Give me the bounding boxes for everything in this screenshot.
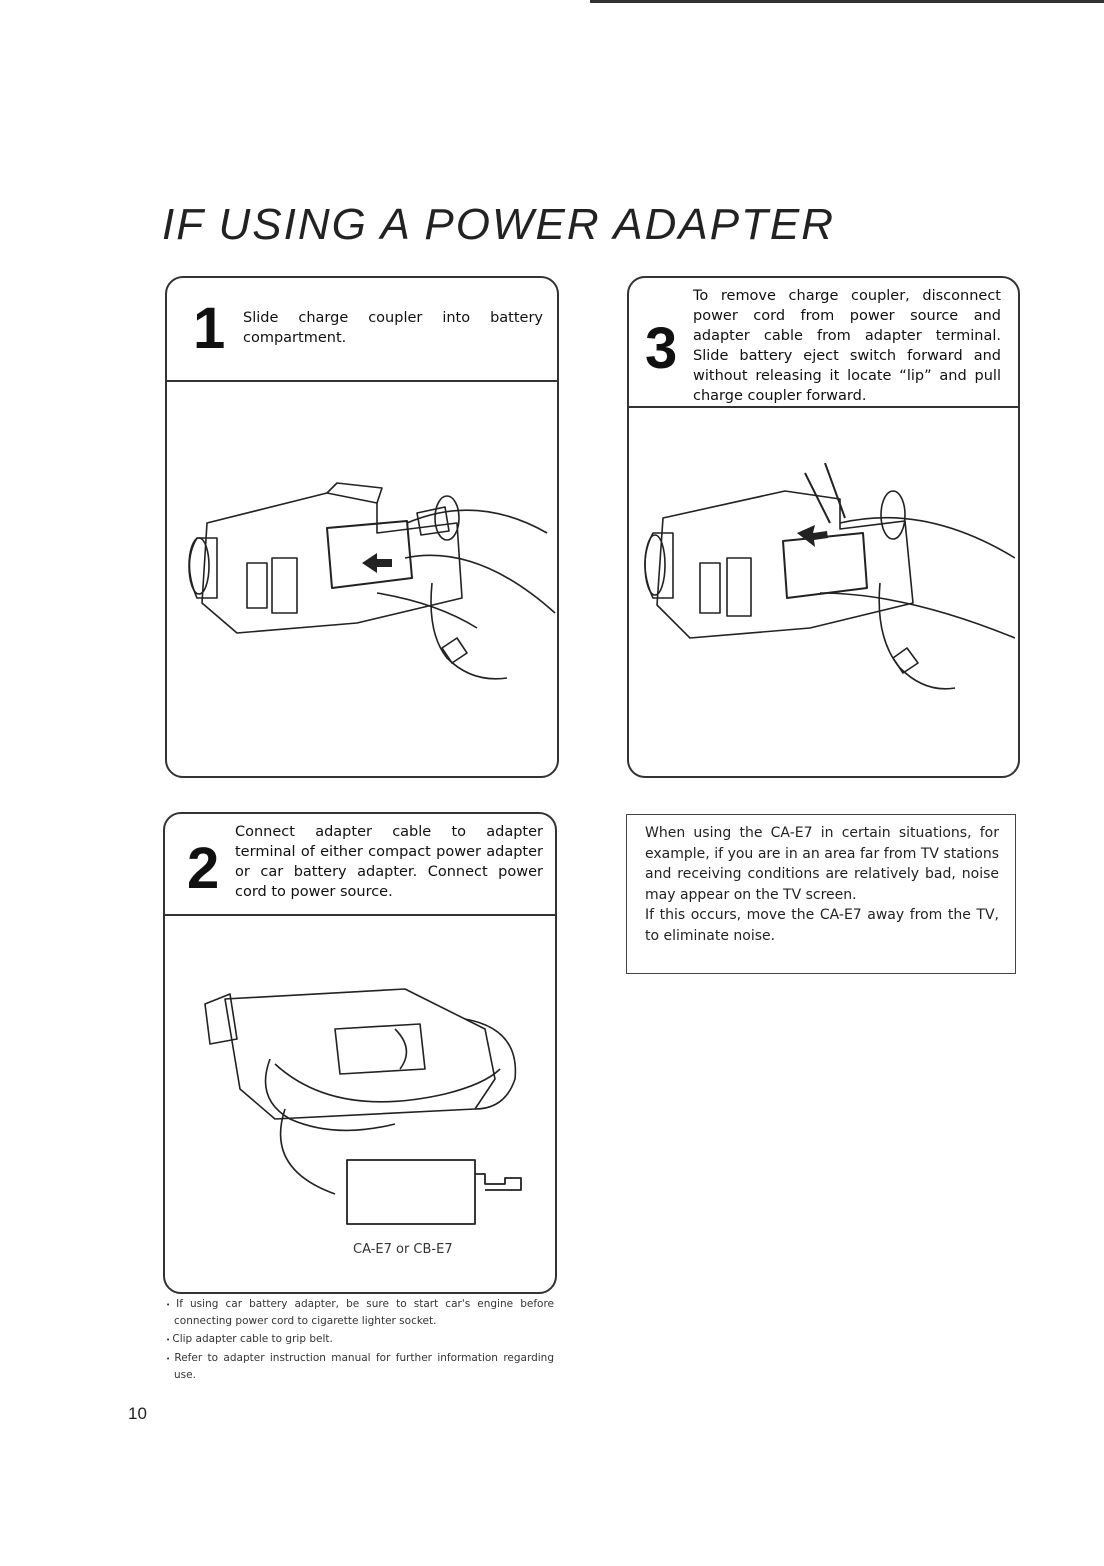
step-1-card [165,276,559,778]
arrow-icon [362,553,392,573]
footnote-item: • If using car battery adapter, be sure to start car's engine before connecting power cord to cigarette lighter socket. [164,1296,554,1329]
step-1-header [167,278,557,382]
step-3-header [629,278,1018,408]
step-3-text: To remove charge coupler, disconnect power cord from power source and adapter cable from adapter terminal. Slide battery eject switch forward and without releasing it locate “lip” and pull charge coupler forward. [693,288,1001,404]
note-paragraph-2: If this occurs, move the CA-E7 away from the TV, to eliminate noise. [645,907,999,944]
adapter-caption: CA-E7 or CB-E7 [353,1242,453,1257]
step-2-card [163,812,557,1294]
camcorder-illustration [635,463,1015,703]
step-3-card [627,276,1020,778]
step-3-number: 3 [645,316,678,381]
step-2-text: Connect adapter cable to adapter terminal of either compact power adapter or car battery adapter. Connect power cord to power source. [235,824,543,900]
note-paragraph-1: When using the CA-E7 in certain situations, for example, if you are in an area far from TV stations and receiving conditions are relatively bad, noise may appear on the TV screen. [645,825,999,903]
footnotes [164,1296,554,1385]
arrow-icon [797,525,828,547]
step-2-number: 2 [187,836,220,901]
step-1-text: Slide charge coupler into battery compartment. [243,310,543,346]
power-adapter-illustration [345,1154,525,1234]
top-rule [590,0,1104,3]
footnote-item: • Refer to adapter instruction manual for further information regarding use. [164,1350,554,1383]
step-2-header [165,814,555,916]
step-1-number: 1 [193,296,226,361]
interference-note [626,814,1016,974]
page-number: 10 [128,1404,147,1423]
camcorder-illustration [177,463,557,693]
footnote-item: • Clip adapter cable to grip belt. [164,1331,554,1348]
page-title: IF USING A POWER ADAPTER [162,200,836,249]
